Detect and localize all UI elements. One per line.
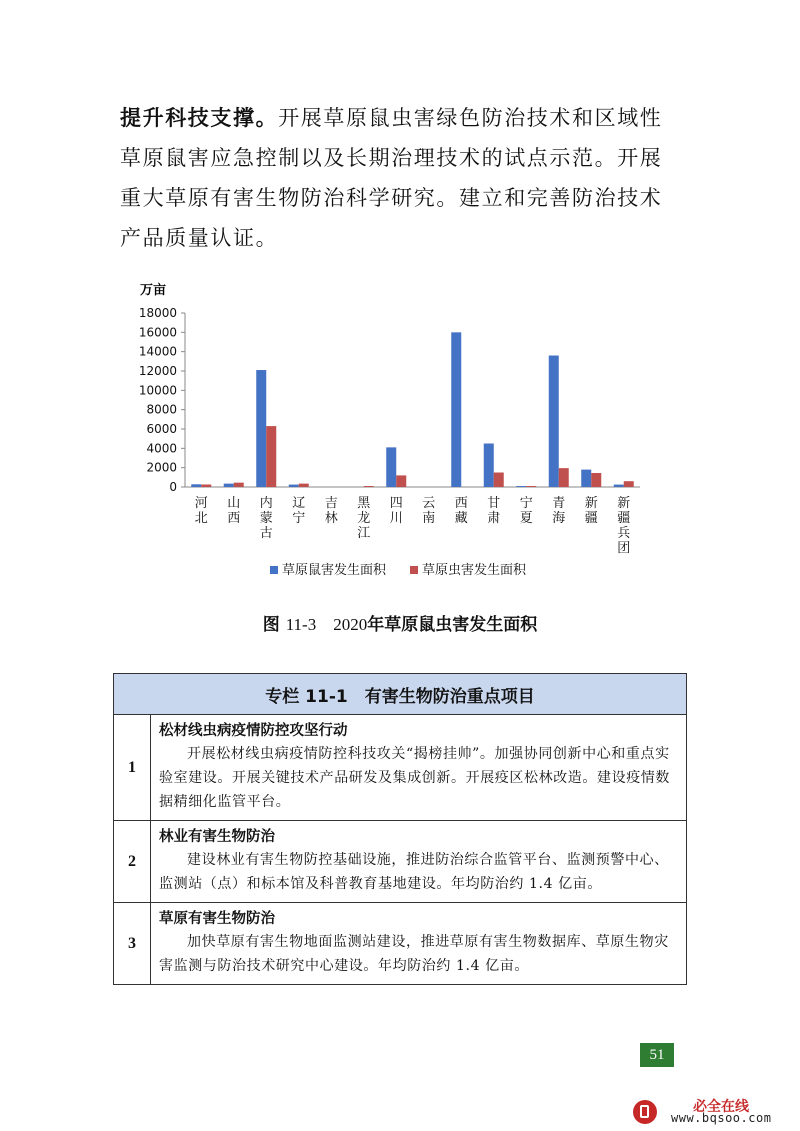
body-paragraph [120,98,680,258]
x-tick-label: 云 [422,496,436,511]
x-tick-label: 兵 [617,526,631,541]
x-tick-label: 林 [324,511,338,526]
bar [191,484,201,487]
legend-label: 草原虫害发生面积 [422,563,527,578]
x-tick-label: 蒙 [259,511,273,526]
table-row [114,821,687,903]
x-tick-label: 疆 [584,511,598,526]
x-tick-label: 河 [194,496,208,511]
y-tick-label: 4000 [146,441,177,456]
x-tick-label: 南 [422,511,436,526]
y-tick-label: 16000 [138,325,177,340]
bar [364,486,374,487]
x-tick-label: 海 [552,511,566,526]
x-tick-label: 夏 [519,511,533,526]
bar [624,481,634,487]
table-row [114,903,687,985]
item-body: 建设林业有害生物防控基础设施，推进防治综合监管平台、监测预警中心、监测站（点）和标本馆及科普教育基地建设。年均防治约 1.4 亿亩。 [159,852,669,892]
bar [559,468,569,487]
y-axis-label: 万亩 [140,283,167,298]
item-title: 松材线虫病疫情防控攻坚行动 [159,723,348,739]
bar [516,486,526,487]
x-tick-label: 龙 [357,511,371,526]
legend-swatch [410,566,418,574]
bar [289,485,299,487]
figure-title: 年草原鼠虫害发生面积 [367,615,538,635]
item-number: 2 [114,821,151,903]
watermark-url: www.bqsoo.com [671,1111,772,1125]
x-tick-label: 山 [227,496,241,511]
x-tick-label: 团 [617,541,631,556]
y-tick-label: 12000 [138,364,177,378]
x-tick-label: 青 [552,496,566,511]
x-tick-label: 辽 [292,496,306,511]
bar [581,470,591,487]
item-title: 草原有害生物防治 [159,911,275,927]
item-body: 开展松材线虫病疫情防控科技攻关“揭榜挂帅”。加强协同创新中心和重点实验室建设。开展关键技术产品研发及集成创新。开展疫区松林改造。建设疫情数据精细化监管平台。 [159,746,670,810]
bar [266,426,276,487]
x-tick-label: 宁 [519,496,533,511]
x-tick-label: 西 [454,496,468,511]
bar [526,486,536,487]
bar [396,475,406,487]
legend-swatch [270,566,278,574]
page-number: 51 [640,1043,674,1067]
bar [549,356,559,487]
feature-box [113,673,687,985]
x-tick-label: 疆 [617,511,631,526]
figure-caption: 图 11-3 2020年草原鼠虫害发生面积 [262,615,538,635]
y-tick-label: 8000 [146,402,177,417]
bar [234,483,244,487]
logo-icon [633,1100,657,1124]
table-row [114,715,687,821]
watermark-name: 必全在线 [693,1099,749,1115]
bar [494,473,504,488]
bar [591,473,601,487]
bar [299,484,309,487]
y-tick-label: 18000 [138,306,177,320]
figure-number: 11-3 [285,615,317,634]
bar [256,370,266,487]
x-tick-label: 新 [617,496,631,511]
x-tick-label: 宁 [292,511,306,526]
item-number: 1 [114,715,151,821]
item-body: 加快草原有害生物地面监测站建设，推进草原有害生物数据库、草原生物灾害监测与防治技术研究中心建设。年均防治约 1.4 亿亩。 [159,934,669,974]
y-tick-label: 14000 [138,344,177,359]
x-tick-label: 古 [259,526,273,541]
x-tick-label: 甘 [487,496,501,511]
x-tick-label: 吉 [324,496,338,511]
bar [386,447,396,487]
bar [451,332,461,487]
feature-box-title: 专栏 11-1 有害生物防治重点项目 [114,674,687,715]
x-tick-label: 内 [259,496,273,511]
x-tick-label: 黑 [357,496,371,511]
legend-label: 草原鼠害发生面积 [282,563,387,578]
x-tick-label: 川 [389,511,403,526]
figure-year: 2020 [333,615,368,634]
bar [224,484,234,487]
y-tick-label: 10000 [138,383,177,398]
paragraph-text: 开展草原鼠虫害绿色防治技术和区域性草原鼠害应急控制以及长期治理技术的试点示范。开展重大草原有害生物防治科学研究。建立和完善防治技术产品质量认证。 [120,106,663,250]
x-tick-label: 西 [227,511,241,526]
x-tick-label: 肃 [487,511,501,526]
bar [201,484,211,487]
x-tick-label: 四 [389,496,403,511]
x-tick-label: 北 [194,511,208,526]
x-tick-label: 江 [357,526,371,541]
bar [484,444,494,488]
watermark-logo [633,1098,793,1126]
y-tick-label: 0 [169,480,177,494]
paragraph-lead: 提升科技支撑。 [120,106,279,130]
item-number: 3 [114,903,151,985]
bar-chart [110,278,670,598]
y-tick-label: 2000 [146,460,177,475]
item-title: 林业有害生物防治 [159,829,275,845]
bar [614,485,624,487]
x-tick-label: 藏 [454,511,468,526]
x-tick-label: 新 [584,496,598,511]
y-tick-label: 6000 [146,422,177,436]
